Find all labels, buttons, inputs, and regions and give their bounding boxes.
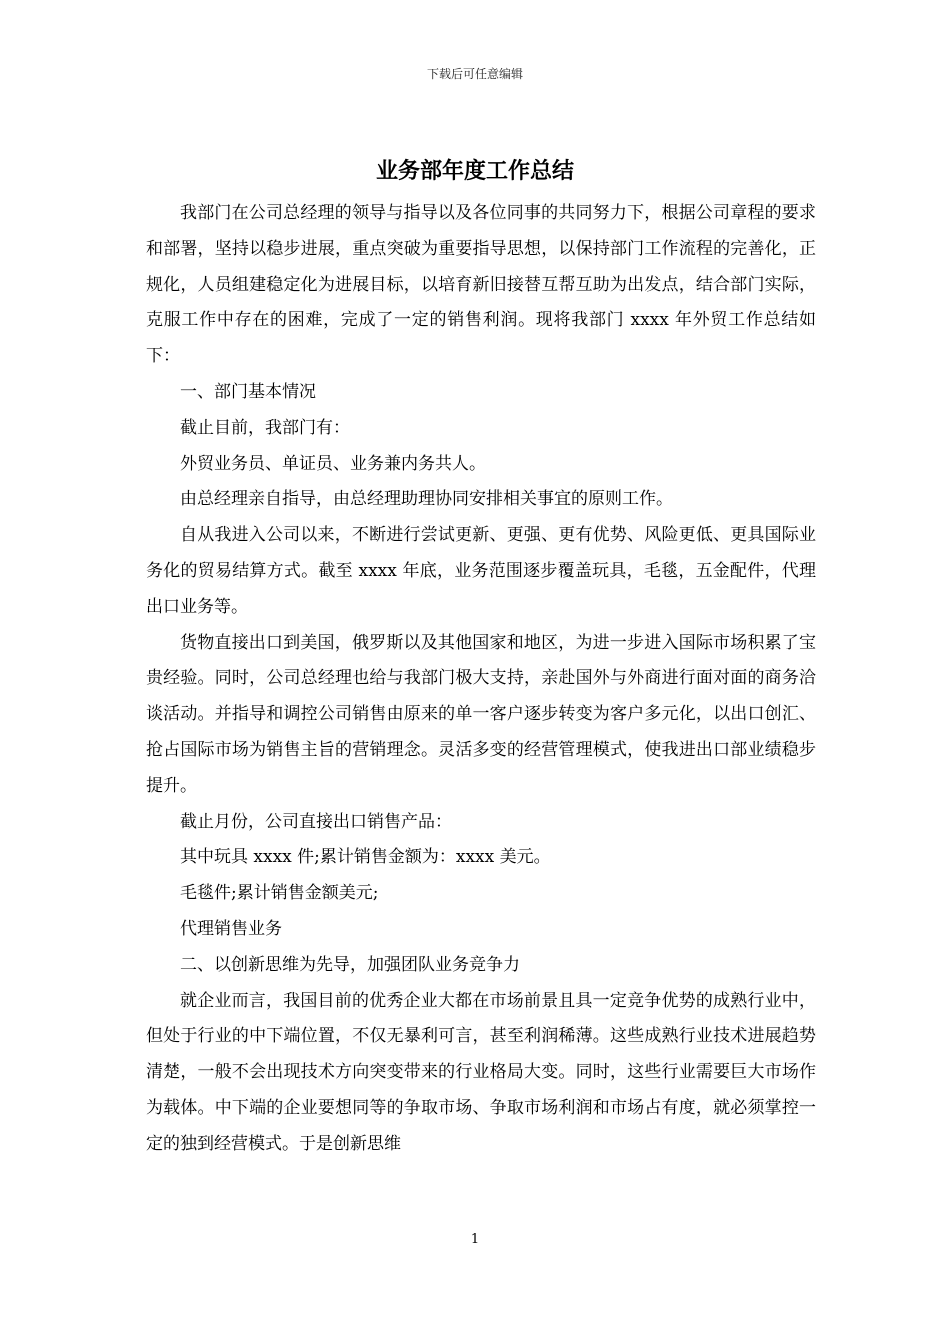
section-heading-1: 一、部门基本情况: [180, 381, 316, 402]
paragraph: 由总经理亲自指导，由总经理助理协同安排相关事宜的原则工作。: [180, 489, 673, 510]
document-title: 业务部年度工作总结: [375, 159, 574, 184]
paragraph: 就企业而言，我国目前的优秀企业大都在市场前景且具一定竞争优势的成熟行业中，但处于行业的中下端位置，不仅无暴利可言，甚至利润稀薄。这些成熟行业技术进展趋势清楚，一般不会出现技术方向突变带来的行业格局大变。同时，这些行业需要巨大市场作为载体。中下端的企业要想同等的争取市场、争取市场利润和市场占有度，就必须掌控一定的独到经营模式。于是创新思维: [146, 990, 816, 1154]
paragraph: 毛毯件;累计销售金额美元;: [180, 883, 379, 904]
page-number: 1: [470, 1232, 480, 1247]
paragraph: 截止目前，我部门有：: [180, 417, 350, 438]
paragraph: 代理销售业务: [180, 918, 282, 939]
section-heading-2: 二、以创新思维为先导，加强团队业务竞争力: [180, 954, 520, 975]
paragraph: 其中玩具 xxxx 件;累计销售金额为：xxxx 美元。: [180, 847, 551, 868]
paragraph-intro: 我部门在公司总经理的领导与指导以及各位同事的共同努力下，根据公司章程的要求和部署，坚持以稳步进展，重点突破为重要指导思想，以保持部门工作流程的完善化，正规化，人员组建稳定化为进展目标，以培育新旧接替互帮互助为出发点，结合部门实际，克服工作中存在的困难，完成了一定的销售利润。现将我部门 xxxx 年外贸工作总结如下：: [146, 203, 816, 367]
paragraph: 货物直接出口到美国，俄罗斯以及其他国家和地区，为进一步进入国际市场积累了宝贵经验。同时，公司总经理也给与我部门极大支持，亲赴国外与外商进行面对面的商务洽谈活动。并指导和调控公司销售由原来的单一客户逐步转变为客户多元化，以出口创汇、抢占国际市场为销售主旨的营销理念。灵活多变的经营管理模式，使我进出口部业绩稳步提升。: [146, 632, 816, 796]
paragraph: 截止月份，公司直接出口销售产品：: [180, 811, 452, 832]
paragraph: 自从我进入公司以来，不断进行尝试更新、更强、更有优势、风险更低、更具国际业务化的贸易结算方式。截至 xxxx 年底，业务范围逐步覆盖玩具，毛毯，五金配件，代理出口业务等。: [146, 525, 816, 617]
header-note: 下载后可任意编辑: [426, 67, 523, 81]
document-body: [146, 196, 816, 1163]
paragraph: 外贸业务员、单证员、业务兼内务共人。: [180, 453, 486, 474]
